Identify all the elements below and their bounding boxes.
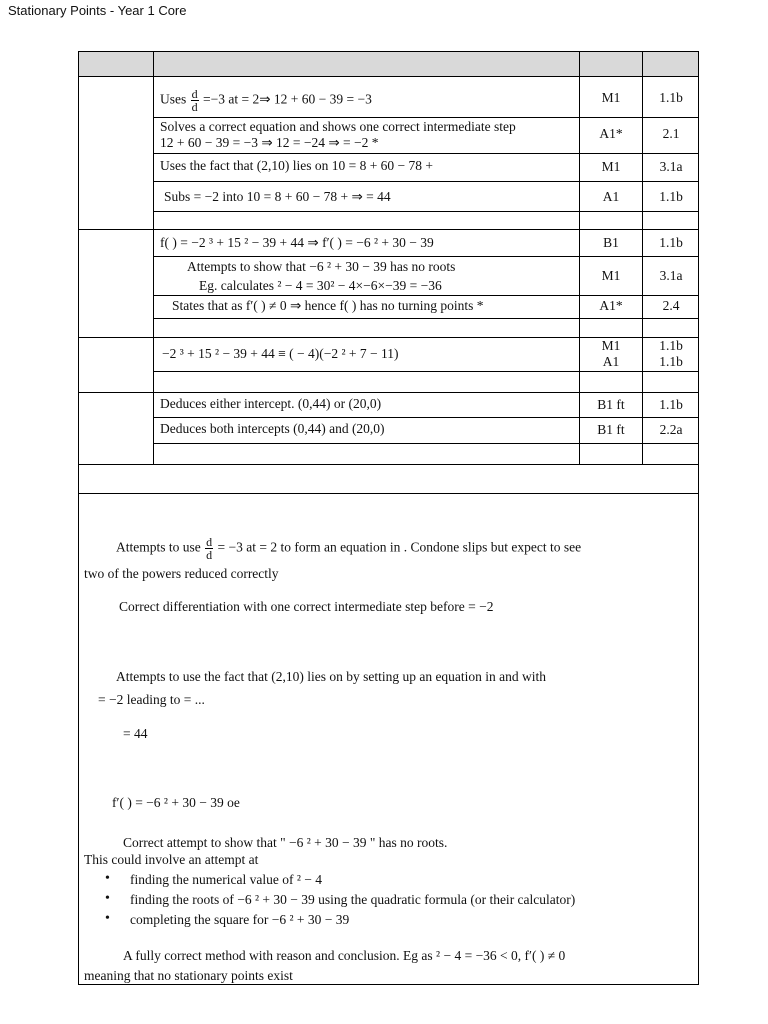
- row-8-ao-2: 1.1b: [659, 354, 683, 369]
- row-6-method-line-1: Attempts to show that −6 ² + 30 − 39 has no roots: [187, 259, 456, 274]
- note-5: f′( ) = −6 ² + 30 − 39 oe: [112, 795, 240, 810]
- row-1-method: Uses $\frac{d}{d}$ =−3 at = 2⇒ 12 + 60 − 39 = −3: [160, 87, 372, 114]
- row-9-ao: 1.1b: [659, 397, 683, 412]
- row-10-ao: 2.2a: [659, 422, 683, 437]
- row-9-mark: B1 ft: [597, 397, 625, 412]
- row-5-ao: 1.1b: [659, 235, 683, 250]
- row-divider: [153, 371, 699, 372]
- note-3-line-1: Attempts to use the fact that (2,10) lies on by setting up an equation in and with: [116, 669, 547, 684]
- derivative-fraction: $\frac{d}{d}$: [191, 87, 198, 114]
- note-6-line-1: Correct attempt to show that " −6 ² + 30 − 39 " has no roots.: [123, 835, 448, 850]
- row-divider: [78, 464, 699, 465]
- bullet-icon: •: [105, 891, 110, 906]
- bullet-item-1: finding the numerical value of ² − 4: [130, 872, 322, 887]
- row-6-ao: 3.1a: [659, 268, 683, 283]
- note-7-line-2: meaning that no stationary points exist: [84, 968, 293, 983]
- row-divider: [153, 295, 699, 296]
- row-2-mark: A1*: [599, 126, 623, 141]
- header-cell-3: [580, 52, 642, 76]
- row-3-method: Uses the fact that (2,10) lies on 10 = 8 + 60 − 78 +: [160, 158, 434, 173]
- row-divider: [153, 417, 699, 418]
- bullet-item-2: finding the roots of −6 ² + 30 − 39 using the quadratic formula (or their calculator): [130, 892, 576, 907]
- row-4-ao: 1.1b: [659, 189, 683, 204]
- row-divider: [153, 318, 699, 319]
- row-2-ao: 2.1: [662, 126, 680, 141]
- row-2-method-line-2: 12 + 60 − 39 = −3 ⇒ 12 = −24 ⇒ = −2 *: [160, 135, 379, 150]
- row-5-method: f( ) = −2 ³ + 15 ² − 39 + 44 ⇒ f′( ) = −6 ² + 30 − 39: [160, 235, 434, 250]
- row-9-method: Deduces either intercept. (0,44) or (20,0): [160, 396, 382, 411]
- page-header: Stationary Points - Year 1 Core: [8, 3, 187, 18]
- bullet-item-3: completing the square for −6 ² + 30 − 39: [130, 912, 350, 927]
- row-1-mark: M1: [601, 90, 621, 105]
- bullet-icon: •: [105, 871, 110, 886]
- row-8-ao-1: 1.1b: [659, 338, 683, 353]
- row-divider: [78, 229, 699, 230]
- note-derivative-fraction: $\frac{d}{d}$: [206, 535, 213, 562]
- row-divider: [153, 211, 699, 212]
- row-8-mark-2: A1: [602, 354, 620, 369]
- row-2-method-line-1: Solves a correct equation and shows one correct intermediate step: [160, 119, 516, 134]
- row-4-mark: A1: [602, 189, 620, 204]
- row-10-mark: B1 ft: [597, 422, 625, 437]
- header-cell-4: [643, 52, 698, 76]
- note-4: = 44: [123, 726, 148, 741]
- header-cell-2: [154, 52, 579, 76]
- row-divider: [78, 392, 699, 393]
- row-1-ao: 1.1b: [659, 90, 683, 105]
- row-3-ao: 3.1a: [659, 159, 683, 174]
- note-2: Correct differentiation with one correct intermediate step before = −2: [119, 599, 494, 614]
- row-7-mark: A1*: [599, 298, 623, 313]
- row-6-mark: M1: [601, 268, 621, 283]
- row-5-mark: B1: [603, 235, 619, 250]
- row-7-method: States that as f′( ) ≠ 0 ⇒ hence f( ) has no turning points *: [172, 298, 484, 313]
- note-1-line-2: two of the powers reduced correctly: [84, 566, 279, 581]
- row-divider: [153, 443, 699, 444]
- row-divider: [153, 153, 699, 154]
- row-4-method: Subs = −2 into 10 = 8 + 60 − 78 + ⇒ = 44: [164, 189, 391, 204]
- row-divider: [78, 76, 699, 77]
- note-7-line-1: A fully correct method with reason and conclusion. Eg as ² − 4 = −36 < 0, f′( ) ≠ 0: [123, 948, 566, 963]
- row-divider: [153, 181, 699, 182]
- row-8-method: −2 ³ + 15 ² − 39 + 44 ≡ ( − 4)(−2 ² + 7 − 11): [162, 346, 399, 361]
- col-divider-1: [153, 51, 154, 464]
- row-divider: [153, 256, 699, 257]
- row-8-mark-1: M1: [601, 338, 621, 353]
- note-1-line-1: Attempts to use $\frac{d}{d}$ = −3 at = 2 to form an equation in . Condone slips but expect to see: [116, 535, 582, 562]
- row-divider: [153, 117, 699, 118]
- bullet-icon: •: [105, 911, 110, 926]
- row-6-method-line-2: Eg. calculates ² − 4 = 30² − 4×−6×−39 = −36: [199, 278, 442, 293]
- row-10-method: Deduces both intercepts (0,44) and (20,0): [160, 421, 385, 436]
- header-cell-1: [79, 52, 153, 76]
- note-6-line-2: This could involve an attempt at: [84, 852, 259, 867]
- row-3-mark: M1: [601, 159, 621, 174]
- row-7-ao: 2.4: [662, 298, 680, 313]
- row-divider: [78, 493, 699, 494]
- note-3-line-2: = −2 leading to = ...: [98, 692, 205, 707]
